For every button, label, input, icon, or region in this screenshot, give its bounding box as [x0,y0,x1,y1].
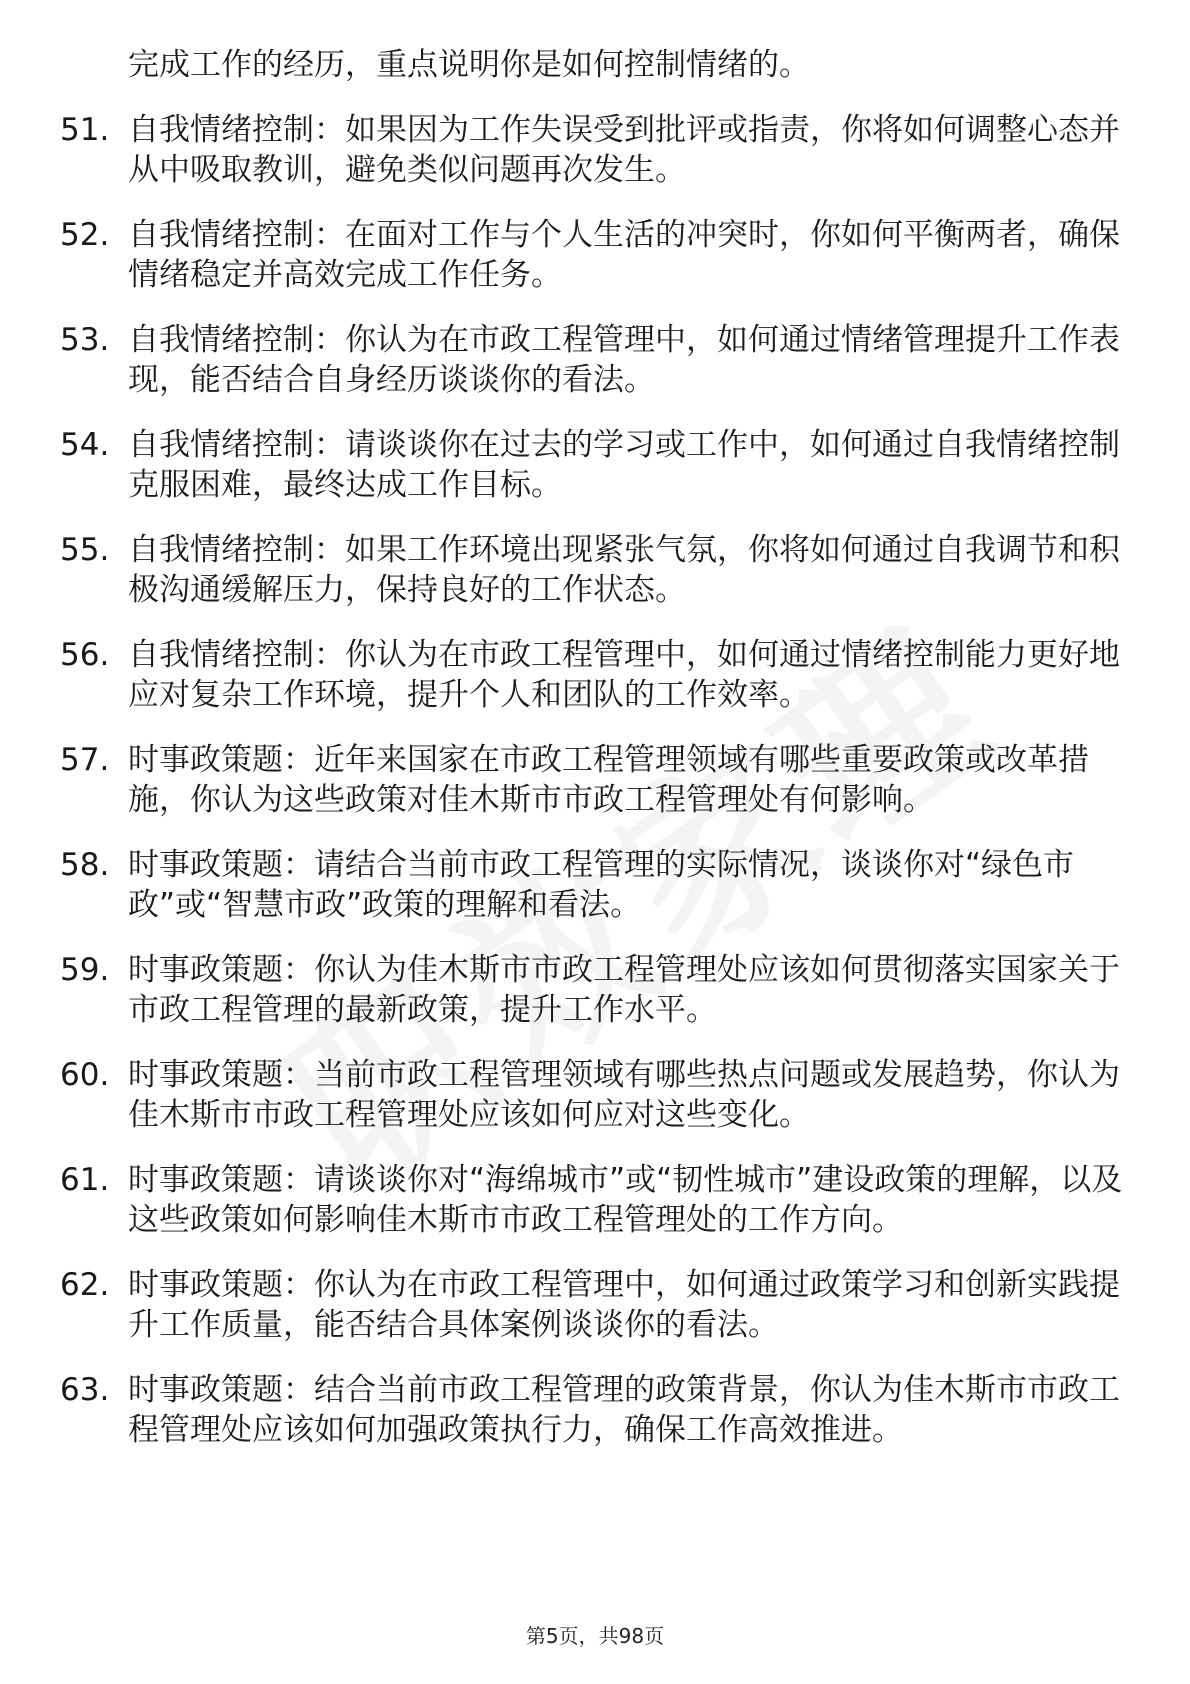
question-number: 60. [60,1057,110,1093]
question-number: 55. [60,532,110,568]
question-number: 59. [60,952,110,988]
question-number: 58. [60,847,110,883]
question-text: 自我情绪控制：如果因为工作失误受到批评或指责，你将如何调整心态并从中吸取教训，避免类似问题再次发生。 [128,112,1120,188]
carryover-paragraph: 完成工作的经历，重点说明你是如何控制情绪的。 [128,47,810,83]
question-text: 时事政策题：请结合当前市政工程管理的实际情况，谈谈你对“绿色市政”或“智慧市政”政策的理解和看法。 [128,847,1075,923]
question-text: 时事政策题：近年来国家在市政工程管理领域有哪些重要政策或改革措施，你认为这些政策对佳木斯市市政工程管理处有何影响。 [128,742,1089,818]
question-text: 时事政策题：你认为在市政工程管理中，如何通过政策学习和创新实践提升工作质量，能否结合具体案例谈谈你的看法。 [128,1267,1120,1343]
question-number: 62. [60,1267,110,1303]
question-number: 53. [60,322,110,358]
question-text: 时事政策题：当前市政工程管理领域有哪些热点问题或发展趋势，你认为佳木斯市市政工程管理处应该如何应对这些变化。 [128,1057,1120,1133]
question-text: 自我情绪控制：请谈谈你在过去的学习或工作中，如何通过自我情绪控制克服困难，最终达成工作目标。 [128,427,1120,503]
question-text: 时事政策题：结合当前市政工程管理的政策背景，你认为佳木斯市市政工程管理处应该如何加强政策执行力，确保工作高效推进。 [128,1372,1120,1448]
question-item [60,320,1130,400]
question-text: 自我情绪控制：你认为在市政工程管理中，如何通过情绪控制能力更好地应对复杂工作环境，提升个人和团队的工作效率。 [128,637,1120,713]
question-item [60,1265,1130,1345]
question-text: 时事政策题：你认为佳木斯市市政工程管理处应该如何贯彻落实国家关于市政工程管理的最新政策，提升工作水平。 [128,952,1120,1028]
question-item [60,110,1130,190]
question-item [60,530,1130,610]
question-text: 自我情绪控制：你认为在市政工程管理中，如何通过情绪管理提升工作表现，能否结合自身经历谈谈你的看法。 [128,322,1120,398]
question-number: 51. [60,112,110,148]
question-item [60,1370,1130,1450]
question-number: 54. [60,427,110,463]
page-footer: 第5页，共98页 [525,1624,665,1648]
question-text: 时事政策题：请谈谈你对“海绵城市”或“韧性城市”建设政策的理解，以及这些政策如何影响佳木斯市市政工程管理处的工作方向。 [128,1162,1123,1238]
question-item [60,845,1130,925]
question-number: 56. [60,637,110,673]
question-number: 52. [60,217,110,253]
question-item [60,950,1130,1030]
question-item [60,635,1130,715]
question-item [60,740,1130,820]
question-number: 61. [60,1162,110,1198]
document-body [60,45,1130,1475]
question-text: 自我情绪控制：如果工作环境出现紧张气氛，你将如何通过自我调节和积极沟通缓解压力，保持良好的工作状态。 [128,532,1120,608]
question-text: 自我情绪控制：在面对工作与个人生活的冲突时，你如何平衡两者，确保情绪稳定并高效完成工作任务。 [128,217,1120,293]
question-number: 57. [60,742,110,778]
question-item [60,1160,1130,1240]
question-item [60,1055,1130,1135]
question-number: 63. [60,1372,110,1408]
question-item [60,215,1130,295]
question-item [60,425,1130,505]
